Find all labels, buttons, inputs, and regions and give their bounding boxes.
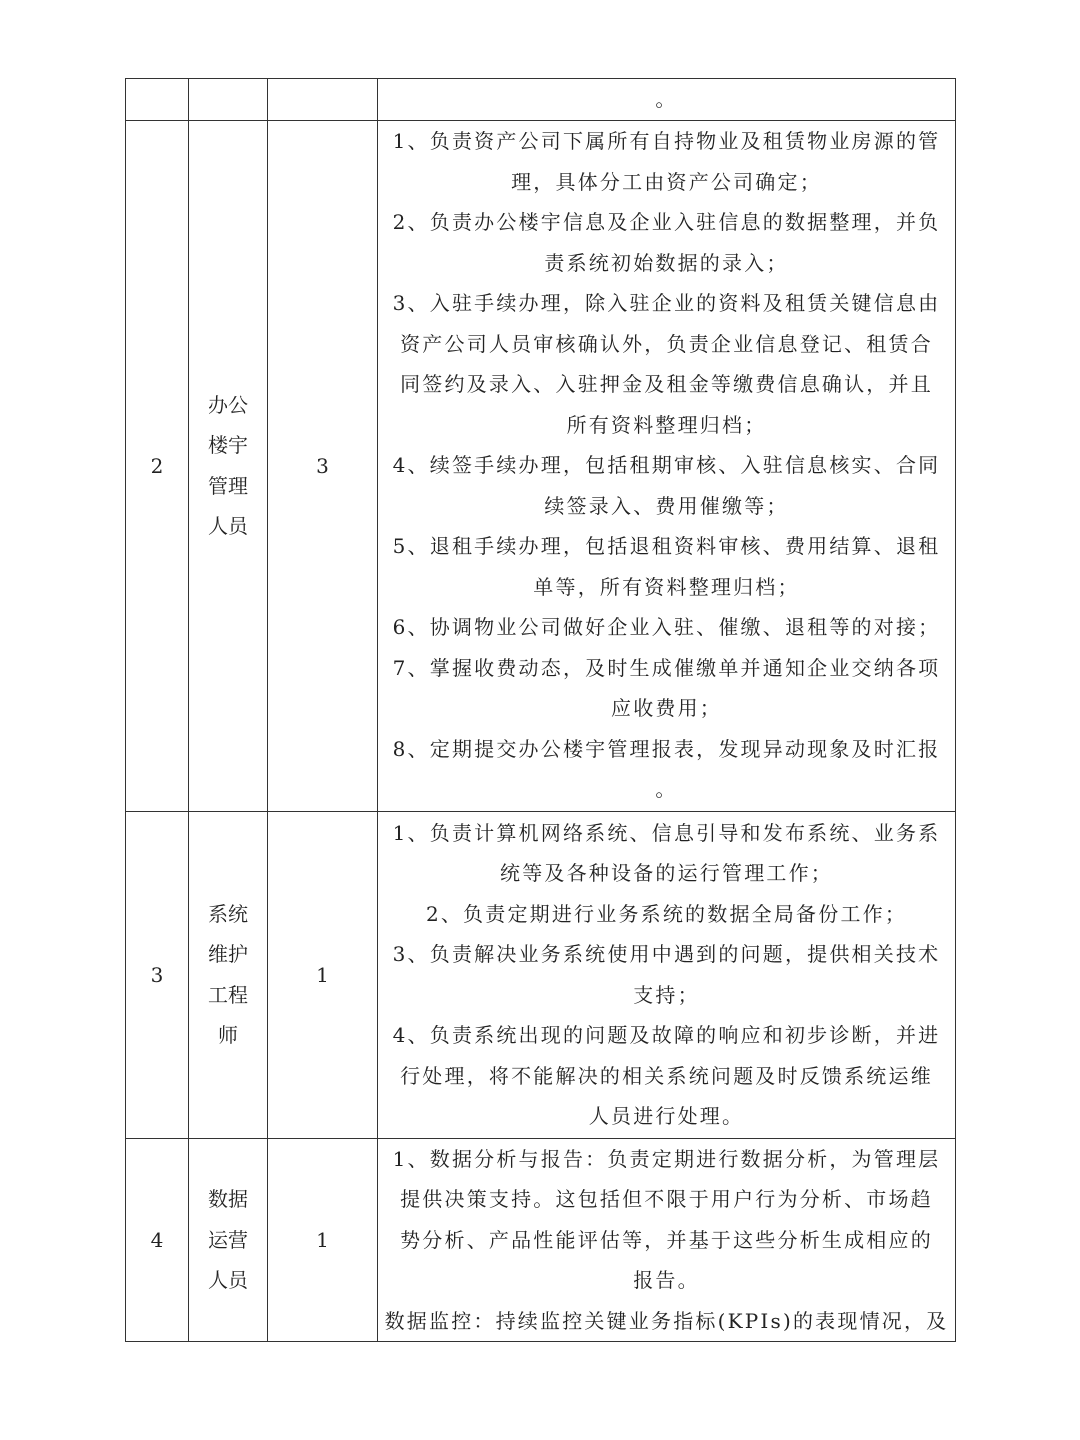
duty-line: 提供决策支持。这包括但不限于用户行为分析、市场趋 bbox=[400, 1187, 933, 1211]
table-row bbox=[126, 120, 956, 811]
duties-cell bbox=[378, 79, 956, 121]
duty-line: 应收费用； bbox=[611, 696, 722, 721]
staff-count: 1 bbox=[268, 811, 378, 1138]
staff-count: 1 bbox=[268, 1138, 378, 1342]
duty-line: 统等及各种设备的运行管理工作； bbox=[500, 861, 833, 885]
duty-line: 单等，所有资料整理归档； bbox=[533, 574, 800, 599]
duty-line: 6、协调物业公司做好企业入驻、催缴、退租等的对接； bbox=[392, 615, 941, 640]
role-title: 办公 楼宇 管理 人员 bbox=[189, 120, 268, 811]
duty-line: 资产公司人员审核确认外，负责企业信息登记、租赁合 bbox=[400, 331, 933, 356]
duties-table bbox=[125, 78, 956, 1342]
duty-line: 1、数据分析与报告：负责定期进行数据分析，为管理层 bbox=[392, 1146, 941, 1171]
duty-line: 2、负责办公楼宇信息及企业入驻信息的数据整理，并负 bbox=[392, 210, 941, 235]
duty-line: 1、负责计算机网络系统、信息引导和发布系统、业务系 bbox=[392, 820, 941, 845]
duty-line: 理，具体分工由资产公司确定； bbox=[511, 169, 822, 194]
role-title: 数据 运营 人员 bbox=[189, 1138, 268, 1342]
row-number: 4 bbox=[126, 1138, 189, 1342]
duty-line: 1、负责资产公司下属所有自持物业及租赁物业房源的管 bbox=[392, 129, 941, 154]
row-number bbox=[126, 79, 189, 121]
duty-line: 7、掌握收费动态，及时生成催缴单并通知企业交纳各项 bbox=[392, 655, 941, 680]
duty-line: 4、续签手续办理，包括租期审核、入驻信息核实、合同 bbox=[392, 453, 941, 478]
duty-line: 。 bbox=[655, 777, 678, 802]
duty-line: 行处理，将不能解决的相关系统问题及时反馈系统运维 bbox=[400, 1063, 933, 1088]
table-row bbox=[126, 1138, 956, 1342]
duty-line: 报告。 bbox=[633, 1268, 700, 1292]
table-row bbox=[126, 811, 956, 1138]
duty-line: 4、负责系统出现的问题及故障的响应和初步诊断，并进 bbox=[392, 1023, 941, 1047]
staff-count: 3 bbox=[268, 120, 378, 811]
duties-cell bbox=[378, 811, 956, 1138]
duty-line: 势分析、产品性能评估等，并基于这些分析生成相应的 bbox=[400, 1227, 933, 1252]
duty-line: 数据监控：持续监控关键业务指标(KPIs)的表现情况，及 bbox=[384, 1308, 949, 1333]
duty-line: 责系统初始数据的录入； bbox=[544, 250, 789, 275]
duty-line: 续签录入、费用催缴等； bbox=[544, 493, 789, 518]
role-title bbox=[189, 79, 268, 121]
duty-line: 2、负责定期进行业务系统的数据全局备份工作； bbox=[425, 901, 908, 926]
duty-line: 5、退租手续办理，包括退租资料审核、费用结算、退租 bbox=[392, 534, 941, 559]
row-number: 3 bbox=[126, 811, 189, 1138]
duty-line: 8、定期提交办公楼宇管理报表，发现异动现象及时汇报 bbox=[392, 736, 941, 761]
staff-count bbox=[268, 79, 378, 121]
duties-cell bbox=[378, 120, 956, 811]
duty-line: 。 bbox=[655, 87, 678, 111]
duty-line: 人员进行处理。 bbox=[588, 1104, 745, 1128]
duty-line: 支持； bbox=[633, 982, 700, 1007]
role-title: 系统 维护 工程 师 bbox=[189, 811, 268, 1138]
row-number: 2 bbox=[126, 120, 189, 811]
duty-line: 3、入驻手续办理，除入驻企业的资料及租赁关键信息由 bbox=[392, 291, 941, 316]
duty-line: 3、负责解决业务系统使用中遇到的问题，提供相关技术 bbox=[392, 942, 941, 966]
table-row bbox=[126, 79, 956, 121]
duty-line: 所有资料整理归档； bbox=[566, 412, 767, 437]
duties-cell bbox=[378, 1138, 956, 1342]
duty-line: 同签约及录入、入驻押金及租金等缴费信息确认，并且 bbox=[400, 372, 933, 397]
